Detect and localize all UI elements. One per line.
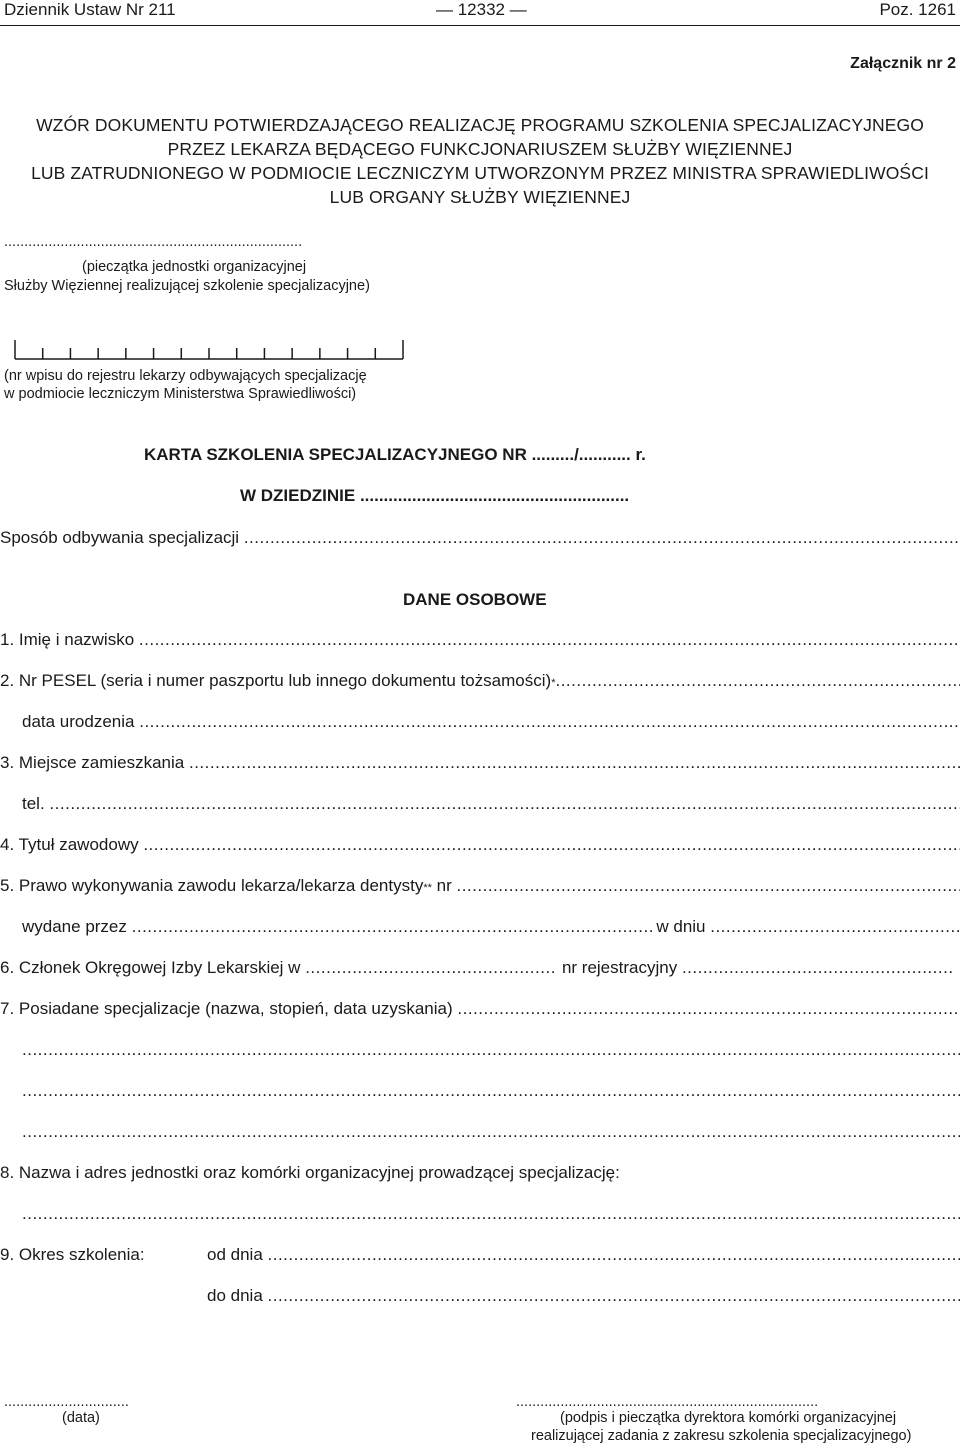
license-label: 5. Prawo wykonywania zawodu lekarza/lekarza dentysty xyxy=(0,876,424,895)
specializations-label: 7. Posiadane specjalizacje (nazwa, stopień, data uzyskania) xyxy=(0,999,453,1018)
name-row[interactable] xyxy=(0,630,960,650)
license-row[interactable]: 5. Prawo wykonywania zawodu lekarza/lekarza dentysty ** nr ..... xyxy=(0,876,960,896)
specializations-dots-3 xyxy=(22,1081,960,1101)
date-dots[interactable]: ............................... xyxy=(4,1394,129,1410)
chamber-reg-label: nr rejestracyjny xyxy=(561,958,678,977)
issued-by-dots xyxy=(132,917,652,937)
specializations-row[interactable] xyxy=(0,999,960,1019)
section-title: DANE OSOBOWE xyxy=(403,590,547,609)
license-dots xyxy=(456,876,960,896)
name-dots xyxy=(139,630,960,650)
signature-caption-1: (podpis i pieczątka dyrektora komórki organizacyjnej xyxy=(560,1410,897,1426)
period-to-label: do dnia xyxy=(207,1286,263,1305)
specializations-line-4[interactable] xyxy=(22,1122,960,1142)
license-nr-label: nr xyxy=(436,876,452,895)
residence-label: 3. Miejsce zamieszkania xyxy=(0,753,185,772)
tel-row[interactable] xyxy=(22,794,960,814)
birth-label: data urodzenia xyxy=(22,712,135,731)
unit-row[interactable] xyxy=(22,1204,960,1224)
tel-dots xyxy=(49,794,960,814)
chamber-row[interactable] xyxy=(0,958,952,978)
chamber-reg-dots xyxy=(682,958,952,978)
birth-row[interactable] xyxy=(22,712,960,732)
signature-caption-2: realizującej zadania z zakresu szkolenia specjalizacyjnego) xyxy=(531,1428,912,1444)
period-to-dots xyxy=(268,1286,960,1306)
pesel-row[interactable]: 2. Nr PESEL (seria i numer paszportu lub innego dokumentu tożsamości) * ..... xyxy=(0,671,960,691)
title-line-3: LUB ZATRUDNIONEGO W PODMIOCIE LECZNICZYM UTWORZONYM PRZEZ MINISTRA SPRAWIEDLIWOŚCI xyxy=(31,163,929,183)
tel-label: tel. xyxy=(22,794,45,813)
unit-label: 8. Nazwa i adres jednostki oraz komórki organizacyjnej prowadzącej specjalizację: xyxy=(0,1163,620,1182)
mode-dots xyxy=(244,528,960,548)
residence-row[interactable] xyxy=(0,753,960,773)
chamber-dots xyxy=(305,958,557,978)
chamber-label: 6. Członek Okręgowej Izby Lekarskiej w xyxy=(0,958,301,977)
unit-dots xyxy=(22,1204,960,1224)
professional-title-dots xyxy=(143,835,960,855)
registry-caption-1: (nr wpisu do rejestru lekarzy odbywających specjalizację xyxy=(4,368,367,384)
card-title: KARTA SZKOLENIA SPECJALIZACYJNEGO NR ........./........... r. xyxy=(144,445,646,464)
page-number: — 12332 — xyxy=(436,0,527,19)
issued-row[interactable] xyxy=(22,917,960,937)
date-caption: (data) xyxy=(62,1410,100,1426)
specializations-line-2[interactable] xyxy=(22,1040,960,1060)
specializations-dots-2 xyxy=(22,1040,960,1060)
name-label: 1. Imię i nazwisko xyxy=(0,630,135,649)
pesel-dots xyxy=(555,671,960,691)
stamp-caption-2: Służby Więziennej realizującej szkolenie specjalizacyjne) xyxy=(4,278,370,294)
registry-number-boxes[interactable] xyxy=(14,338,404,360)
birth-dots xyxy=(139,712,960,732)
card-field: W DZIEDZINIE ......................................................... xyxy=(240,486,630,505)
title-line-1: WZÓR DOKUMENTU POTWIERDZAJĄCEGO REALIZACJĘ PROGRAMU SZKOLENIA SPECJALIZACYJNEGO xyxy=(36,115,924,135)
specializations-line-3[interactable] xyxy=(22,1081,960,1101)
professional-title-label: 4. Tytuł zawodowy xyxy=(0,835,139,854)
period-from-row[interactable] xyxy=(207,1245,960,1265)
title-line-4: LUB ORGANY SŁUŻBY WIĘZIENNEJ xyxy=(329,187,631,207)
mode-row[interactable] xyxy=(0,528,960,548)
header-rule xyxy=(0,25,960,26)
issued-on-label: w dniu xyxy=(656,917,706,936)
period-from-dots xyxy=(268,1245,960,1265)
title-line-2: PRZEZ LEKARZA BĘDĄCEGO FUNKCJONARIUSZEM SŁUŻBY WIĘZIENNEJ xyxy=(167,139,793,159)
issued-on-dots xyxy=(710,917,960,937)
position-number: Poz. 1261 xyxy=(879,0,956,19)
stamp-dots: .......................................................................... xyxy=(4,234,303,250)
mode-label: Sposób odbywania specjalizacji xyxy=(0,528,240,547)
registry-caption-2: w podmiocie leczniczym Ministerstwa Sprawiedliwości) xyxy=(4,386,357,402)
signature-dots[interactable]: ........................................................................... xyxy=(516,1394,819,1410)
period-to-row[interactable] xyxy=(207,1286,960,1306)
specializations-dots xyxy=(457,999,960,1019)
annex-label: Załącznik nr 2 xyxy=(850,55,956,72)
period-from-label: od dnia xyxy=(207,1245,263,1264)
title-row[interactable] xyxy=(0,835,960,855)
journal-name: Dziennik Ustaw Nr 211 xyxy=(4,0,176,19)
pesel-label: 2. Nr PESEL (seria i numer paszportu lub innego dokumentu tożsamości) xyxy=(0,671,552,690)
period-label: 9. Okres szkolenia: xyxy=(0,1245,145,1264)
residence-dots xyxy=(189,753,960,773)
issued-by-label: wydane przez xyxy=(22,917,127,936)
document-title xyxy=(0,113,960,209)
specializations-dots-4 xyxy=(22,1122,960,1142)
stamp-caption-1: (pieczątka jednostki organizacyjnej xyxy=(82,259,307,275)
